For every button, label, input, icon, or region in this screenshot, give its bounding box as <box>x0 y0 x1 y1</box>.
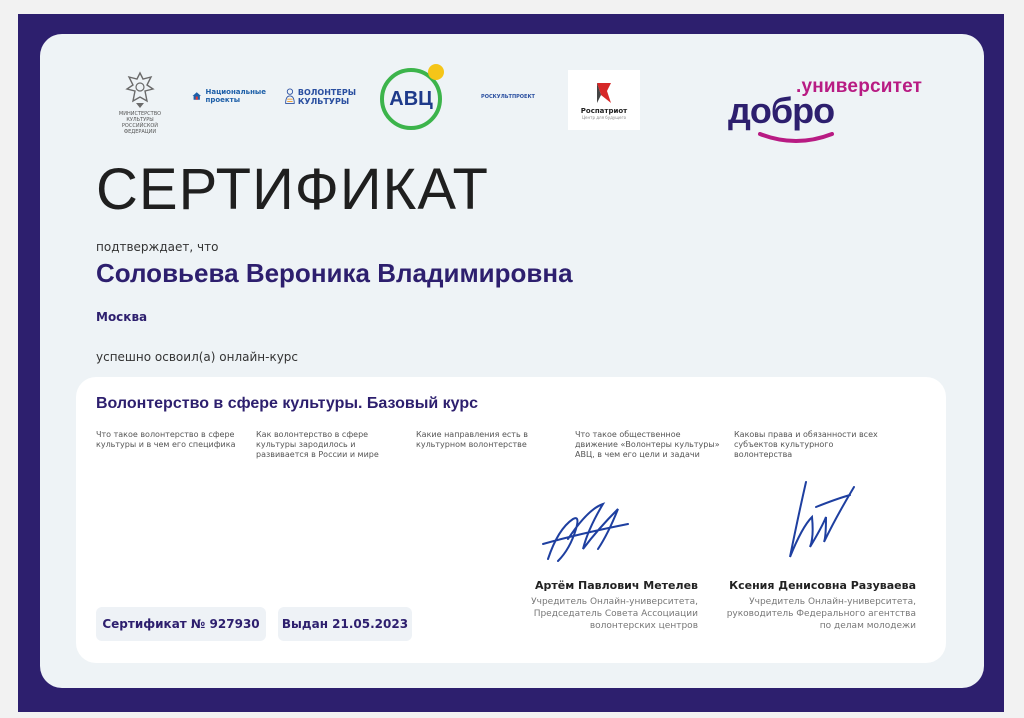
topic-item: Что такое волонтерство в сфере культуры и в чем его специфика <box>96 430 236 449</box>
natsproekty-line1: Национальные <box>205 88 266 96</box>
topic-item: Каковы права и обязанности всех субъектов культурного волонтерства <box>734 430 878 459</box>
volunteers-hands-icon <box>284 79 296 115</box>
partner-logos <box>110 64 930 144</box>
completed-text: успешно освоил(а) онлайн-курс <box>96 350 299 364</box>
signatory-name: Ксения Денисовна Разуваева <box>729 579 916 592</box>
natsproekty-line2: проекты <box>205 96 241 104</box>
avc-logo <box>378 64 450 136</box>
signature-razuvaeva-icon <box>776 477 866 567</box>
certificate-sheet <box>40 34 984 688</box>
eagle-emblem-icon <box>125 71 155 109</box>
issue-date-badge: Выдан 21.05.2023 <box>278 607 412 641</box>
recipient-name: Соловьева Вероника Владимировна <box>96 258 573 288</box>
volunteers-line2: КУЛЬТУРЫ <box>297 97 350 106</box>
course-title: Волонтерство в сфере культуры. Базовый курс <box>96 395 478 412</box>
certificate-frame <box>18 14 1004 712</box>
ministry-logo-text: МИНИСТЕРСТВО КУЛЬТУРЫ РОССИЙСКОЙ ФЕДЕРАЦИИ <box>118 111 162 135</box>
course-card <box>76 377 946 663</box>
rospatriot-subtext: Центр для будущего <box>581 114 627 120</box>
rospatriot-text: Роспатриот <box>580 106 628 115</box>
roskultproekt-logo <box>481 92 535 102</box>
signatory-role: Учредитель Онлайн-университета, Председатель Совета Ассоциации волонтерских центров <box>531 597 698 631</box>
natsproekty-logo <box>192 84 266 108</box>
roskultproekt-text: РОСКУЛЬТПРОЕКТ <box>481 94 535 100</box>
house-icon <box>192 88 201 104</box>
dobro-university-label: .университет <box>796 76 923 97</box>
certificate-number-badge: Сертификат № 927930 <box>96 607 266 641</box>
dobro-wordmark: добро <box>728 90 835 131</box>
signature-metelev-icon <box>528 489 638 569</box>
signatory-role: Учредитель Онлайн-университета, руководитель Федерального агентства по делам молодежи <box>726 597 916 631</box>
certificate-title: СЕРТИФИКАТ <box>96 157 489 222</box>
rospatriot-logo <box>568 70 640 130</box>
volunteers-line1: ВОЛОНТЕРЫ <box>297 88 356 97</box>
topic-item: Как волонтерство в сфере культуры зародилось и развивается в России и мире <box>256 430 379 459</box>
topic-item: Какие направления есть в культурном волонтерстве <box>416 430 528 449</box>
ministry-culture-logo <box>110 70 170 136</box>
volunteers-culture-logo <box>284 74 356 120</box>
smile-underline-icon <box>756 132 836 146</box>
sun-dot-icon <box>428 64 444 80</box>
recipient-city: Москва <box>96 310 148 324</box>
dobro-university-logo <box>724 72 934 138</box>
confirms-text: подтверждает, что <box>96 240 219 254</box>
rospatriot-flag-icon <box>593 81 615 105</box>
topic-item: Что такое общественное движение «Волонтеры культуры» АВЦ, в чем его цели и задачи <box>575 430 720 459</box>
signatory-name: Артём Павлович Метелев <box>534 579 698 592</box>
avc-logo-text: АВЦ <box>389 87 433 110</box>
